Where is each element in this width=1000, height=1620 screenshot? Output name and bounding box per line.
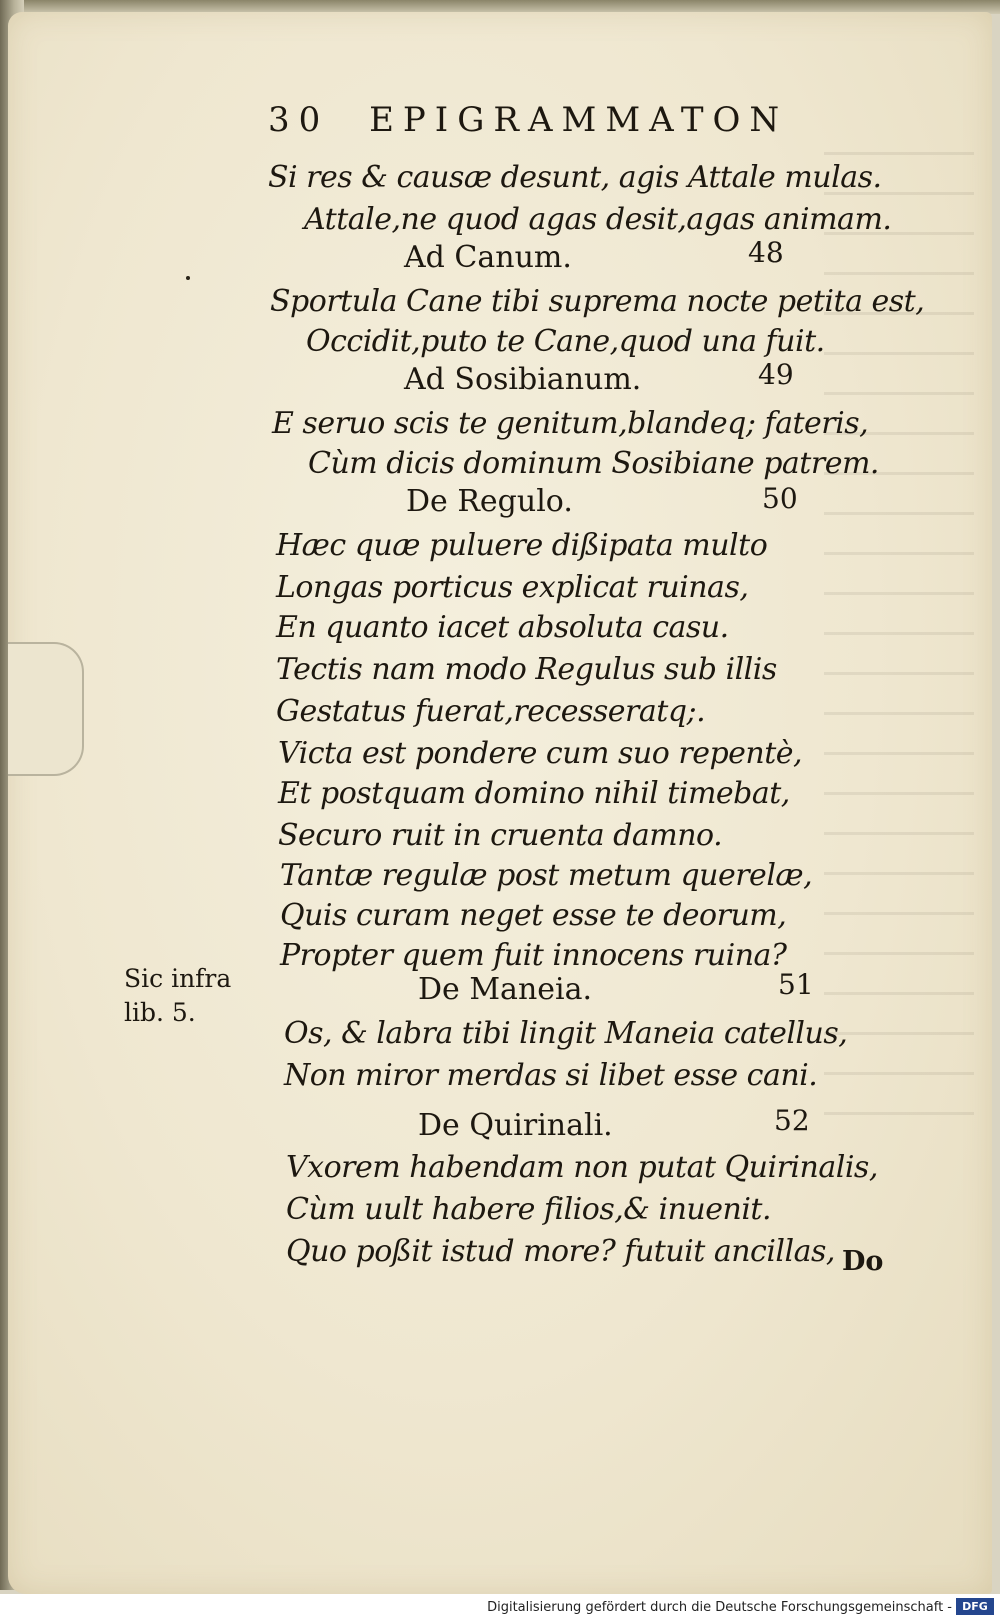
verse-line: Si res & causæ desunt, agis Attale mulas. (268, 160, 882, 195)
verse-line: Propter quem fuit innocens ruina? (280, 938, 787, 973)
epigram-heading: Ad Canum. (404, 240, 572, 275)
marginal-note-line: Sic infra (124, 964, 232, 993)
epigram-heading: Ad Sosibianum. (404, 362, 642, 397)
epigram-number: 51 (778, 968, 814, 1001)
marginal-note-line: lib. 5. (124, 998, 196, 1027)
verse-line: Cùm dicis dominum Sosibiane patrem. (308, 446, 879, 481)
verse-line: Cùm uult habere filios,& inuenit. (286, 1192, 772, 1227)
verse-line: Os, & labra tibi lingit Maneia catellus, (284, 1016, 848, 1051)
verse-line: Longas porticus explicat ruinas, (276, 570, 749, 605)
verse-line: Hæc quæ puluere dißipata multo (276, 528, 768, 563)
verse-line: Victa est pondere cum suo repentè, (278, 736, 803, 771)
verse-line: Securo ruit in cruenta damno. (278, 818, 723, 853)
marginal-note (124, 962, 231, 1030)
verse-line: En quanto iacet absoluta casu. (276, 610, 729, 645)
page-number: 30 (268, 100, 330, 140)
epigram-number: 50 (762, 482, 798, 515)
footer-credit: Digitalisierung gefördert durch die Deutsche Forschungsgemeinschaft - (487, 1600, 952, 1615)
verse-line: Tectis nam modo Regulus sub illis (276, 652, 777, 687)
verse-line: Non miror merdas si libet esse cani. (284, 1058, 818, 1093)
verse-line: E seruo scis te genitum,blandeq; fateris, (272, 406, 869, 441)
running-head (268, 100, 788, 140)
verse-line: Quo poßit istud more? futuit ancillas, (286, 1234, 835, 1269)
epigram-number: 52 (774, 1104, 810, 1137)
verse-line: Sportula Cane tibi suprema nocte petita est, (270, 284, 925, 319)
verse-line: Attale,ne quod agas desit,agas animam. (304, 202, 892, 237)
verse-line: Vxorem habendam non putat Quirinalis, (286, 1150, 878, 1185)
epigram-number: 48 (748, 236, 784, 269)
verse-line: Quis curam neget esse te deorum, (280, 898, 787, 933)
verse-line: Tantæ regulæ post metum querelæ, (280, 858, 813, 893)
epigram-heading: De Maneia. (418, 972, 593, 1007)
running-title: EPIGRAMMATON (369, 100, 789, 140)
verse-line: Gestatus fuerat,recesseratq;. (276, 694, 706, 729)
epigram-heading: De Regulo. (406, 484, 573, 519)
verse-line: Occidit,puto te Cane,quod una fuit. (306, 324, 825, 359)
ink-speck (186, 276, 190, 280)
footer-bar (0, 1594, 1000, 1620)
epigram-number: 49 (758, 358, 794, 391)
epigram-heading: De Quirinali. (418, 1108, 613, 1143)
catchword: Do (842, 1246, 884, 1277)
dfg-logo: DFG (956, 1598, 994, 1615)
verse-line: Et postquam domino nihil timebat, (278, 776, 790, 811)
